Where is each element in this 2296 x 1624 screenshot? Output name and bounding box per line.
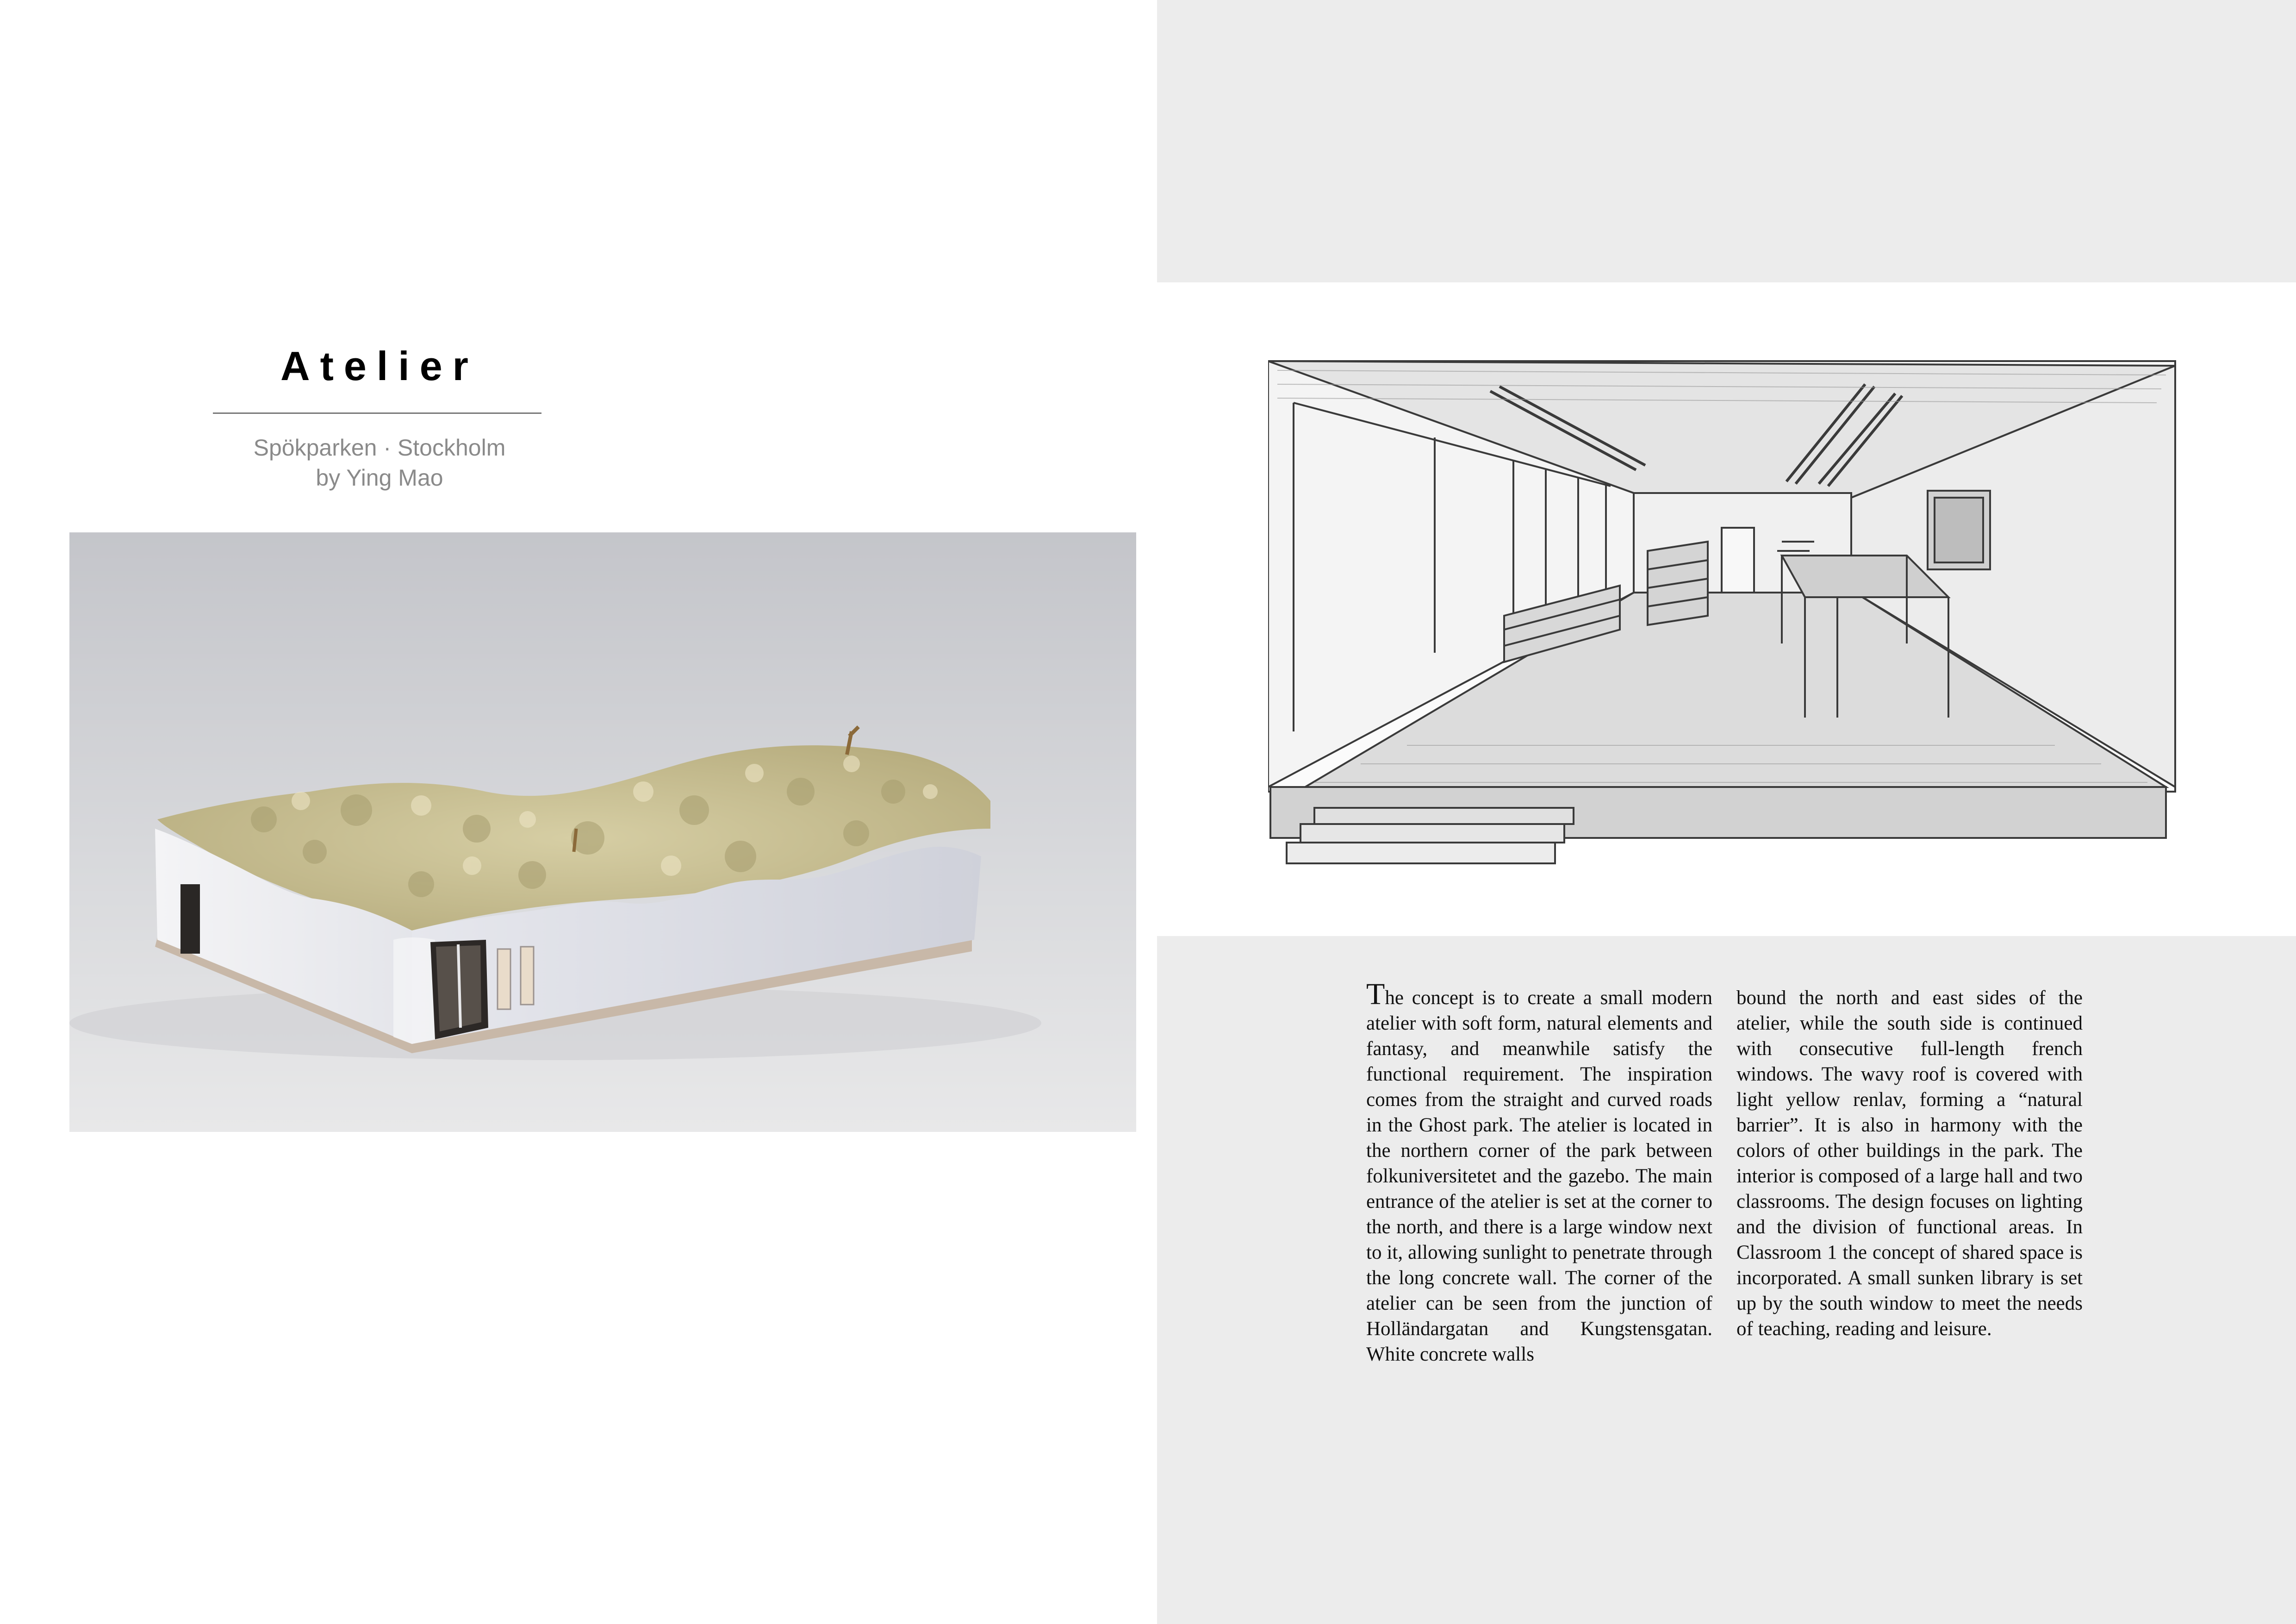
title-divider xyxy=(213,412,541,414)
location-subtitle: Spökparken · Stockholm xyxy=(253,435,506,461)
interior-perspective-sketch xyxy=(1268,356,2184,893)
author-byline: by Ying Mao xyxy=(316,465,443,491)
body-text-column-left xyxy=(1366,977,1712,1367)
right-page-bottom-band xyxy=(1157,936,2296,1624)
page-title: Atelier xyxy=(280,343,479,389)
right-page-top-band xyxy=(1157,0,2296,282)
dropcap: T xyxy=(1366,977,1385,1011)
body-text-left: he concept is to create a small modern atelier with soft form, natural elements and fantasy, and meanwhile satisfy the functional requirement. The inspiration comes from the straight and curved roads in the Ghost park. The atelier is located in the northern corner of the park between folkuniversitetet and the gazebo. The main entrance of the atelier is set at the corner to the north, and there is a large window next to it, allowing sunlight to penetrate through the long concrete wall. The corner of the atelier can be seen from the junction of Holländargatan and Kungstensgatan. White concrete walls xyxy=(1366,987,1712,1365)
model-photograph xyxy=(69,532,1136,1132)
body-text-column-right: bound the north and east sides of the atelier, while the south side is continued with consecutive full-length french windows. The wavy roof is covered with light yellow renlav, forming a “natural barrier”. It is also in harmony with the colors of other buildings in the park. The interior is composed of a large hall and two classrooms. The design focuses on lighting and the division of functional areas. In Classroom 1 the concept of shared space is incorporated. A small sunken library is set up by the south window to meet the needs of teaching, reading and leisure. xyxy=(1736,987,2083,1340)
